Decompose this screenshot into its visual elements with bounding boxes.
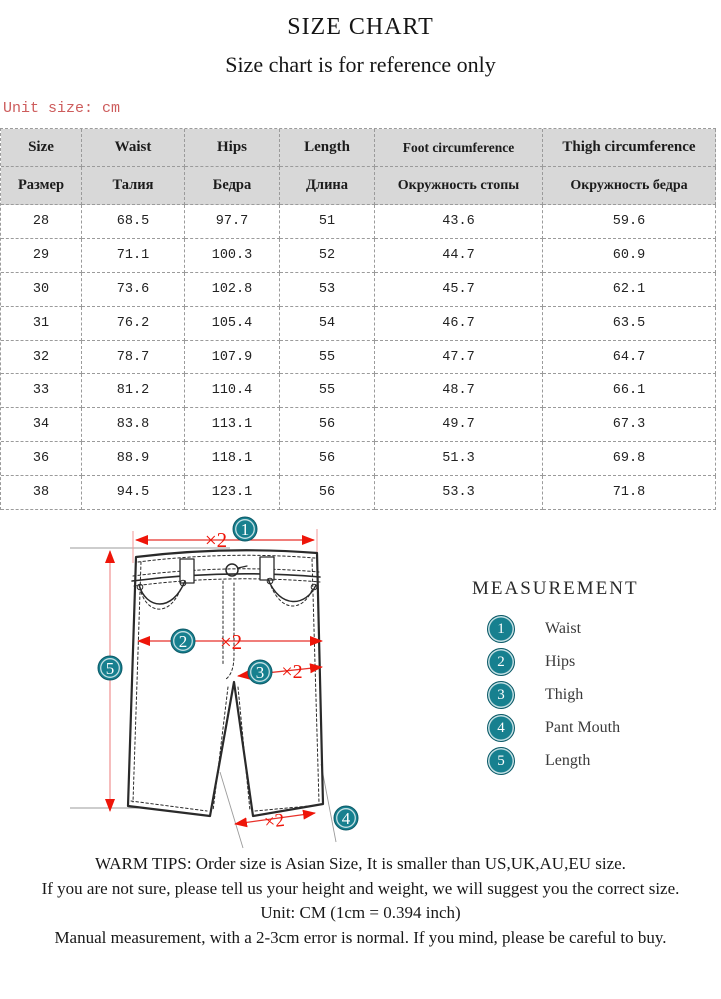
legend-items: [472, 616, 702, 774]
table-cell: 55: [280, 374, 375, 408]
table-cell: 71.1: [82, 239, 185, 273]
table-cell: 76.2: [82, 307, 185, 341]
table-cell: 88.9: [82, 442, 185, 476]
table-cell: 56: [280, 442, 375, 476]
table-row: [1, 374, 716, 408]
table-cell: 51.3: [375, 442, 543, 476]
legend-item-label: Length: [545, 752, 591, 769]
table-cell: 94.5: [82, 476, 185, 510]
table-cell: 28: [1, 205, 82, 239]
legend-badge: 2: [487, 648, 515, 676]
table-cell: 31: [1, 307, 82, 341]
table-cell: 71.8: [543, 476, 716, 510]
table-cell: 43.6: [375, 205, 543, 239]
header-cell-foot-ru: Окружность стопы: [375, 167, 543, 205]
svg-text:2: 2: [178, 632, 188, 651]
table-cell: 81.2: [82, 374, 185, 408]
table-row: [1, 239, 716, 273]
table-row: [1, 442, 716, 476]
table-cell: 100.3: [185, 239, 280, 273]
table-cell: 33: [1, 374, 82, 408]
shorts-outline: [128, 550, 323, 816]
table-cell: 46.7: [375, 307, 543, 341]
tips-line-3: Unit: CM (1cm = 0.394 inch): [260, 903, 461, 922]
legend-item: [487, 616, 702, 642]
tips-line-2: If you are not sure, please tell us your height and weight, we will suggest you the correct size.: [41, 878, 680, 898]
header-cell-size: Size: [1, 129, 82, 167]
legend-badge: 3: [487, 681, 515, 709]
table-cell: 36: [1, 442, 82, 476]
table-cell: 118.1: [185, 442, 280, 476]
table-cell: 66.1: [543, 374, 716, 408]
header-cell-hips-ru: Бедра: [185, 167, 280, 205]
badge-2: [171, 629, 195, 653]
page-title: SIZE CHART: [287, 14, 434, 40]
table-body: [1, 205, 716, 510]
table-cell: 64.7: [543, 341, 716, 375]
svg-text:1: 1: [240, 520, 250, 539]
table-cell: 52: [280, 239, 375, 273]
size-table: [0, 128, 716, 510]
tips-line-4: Manual measurement, with a 2-3cm error is normal. If you mind, please be careful to buy.: [54, 927, 667, 947]
legend-item: [487, 649, 702, 675]
table-cell: 34: [1, 408, 82, 442]
multiplier-label: ×2: [204, 528, 228, 552]
table-cell: 63.5: [543, 307, 716, 341]
table-cell: 51: [280, 205, 375, 239]
table-row: [1, 273, 716, 307]
svg-text:3: 3: [255, 663, 265, 682]
svg-text:5: 5: [105, 659, 115, 678]
table-cell: 60.9: [543, 239, 716, 273]
table-cell: 83.8: [82, 408, 185, 442]
table-cell: 53: [280, 273, 375, 307]
legend-item: [487, 748, 702, 774]
table-header-row-ru: [1, 167, 716, 205]
legend-item: [487, 682, 702, 708]
pocket-right: [267, 578, 317, 606]
header-cell-thigh: Thigh circumference: [543, 129, 716, 167]
header-cell-foot: Foot circumference: [375, 129, 543, 167]
legend-item-label: Thigh: [545, 686, 584, 703]
table-cell: 49.7: [375, 408, 543, 442]
table-cell: 45.7: [375, 273, 543, 307]
table-cell: 110.4: [185, 374, 280, 408]
table-cell: 62.1: [543, 273, 716, 307]
header-cell-waist: Waist: [82, 129, 185, 167]
table-cell: 56: [280, 476, 375, 510]
header-cell-length-ru: Длина: [280, 167, 375, 205]
shorts-diagram: [70, 515, 370, 855]
badge-5: [98, 656, 122, 680]
table-cell: 32: [1, 341, 82, 375]
table-cell: 53.3: [375, 476, 543, 510]
table-cell: 107.9: [185, 341, 280, 375]
table-cell: 29: [1, 239, 82, 273]
multiplier-label: ×2: [263, 809, 286, 834]
header-cell-hips: Hips: [185, 129, 280, 167]
table-cell: 69.8: [543, 442, 716, 476]
badge-4: [334, 806, 358, 830]
diagram-area: [0, 515, 721, 855]
table-cell: 78.7: [82, 341, 185, 375]
header-cell-length: Length: [280, 129, 375, 167]
header-cell-thigh-ru: Окружность бедра: [543, 167, 716, 205]
table-cell: 55: [280, 341, 375, 375]
measurement-legend: [472, 578, 702, 774]
header-cell-waist-ru: Талия: [82, 167, 185, 205]
table-row: [1, 205, 716, 239]
legend-title: MEASUREMENT: [472, 578, 639, 599]
warm-tips: [0, 852, 721, 950]
page-subtitle: Size chart is for reference only: [225, 52, 496, 77]
legend-badge: 1: [487, 615, 515, 643]
table-row: [1, 307, 716, 341]
table-cell: 102.8: [185, 273, 280, 307]
legend-item: [487, 715, 702, 741]
table-cell: 123.1: [185, 476, 280, 510]
table-cell: 44.7: [375, 239, 543, 273]
legend-badge: 5: [487, 747, 515, 775]
table-cell: 56: [280, 408, 375, 442]
table-cell: 47.7: [375, 341, 543, 375]
table-cell: 30: [1, 273, 82, 307]
table-header-row-en: [1, 129, 716, 167]
table-cell: 68.5: [82, 205, 185, 239]
table-row: [1, 408, 716, 442]
multiplier-label: ×2: [219, 630, 243, 654]
badge-3: [248, 660, 272, 684]
table-cell: 73.6: [82, 273, 185, 307]
legend-item-label: Hips: [545, 653, 576, 670]
badge-1: [233, 517, 257, 541]
table-cell: 67.3: [543, 408, 716, 442]
multiplier-label: ×2: [281, 661, 303, 683]
table-cell: 59.6: [543, 205, 716, 239]
legend-item-label: Pant Mouth: [545, 719, 621, 736]
legend-item-label: Waist: [545, 620, 582, 637]
table-cell: 113.1: [185, 408, 280, 442]
table-cell: 105.4: [185, 307, 280, 341]
svg-text:4: 4: [341, 809, 351, 828]
table-cell: 97.7: [185, 205, 280, 239]
table-row: [1, 341, 716, 375]
table-cell: 48.7: [375, 374, 543, 408]
tips-line-1: WARM TIPS: Order size is Asian Size, It is smaller than US,UK,AU,EU size.: [95, 854, 626, 873]
unit-note: Unit size: cm: [3, 100, 121, 117]
table-row: [1, 476, 716, 510]
table-cell: 38: [1, 476, 82, 510]
header-cell-size-ru: Размер: [1, 167, 82, 205]
table-cell: 54: [280, 307, 375, 341]
legend-badge: 4: [487, 714, 515, 742]
